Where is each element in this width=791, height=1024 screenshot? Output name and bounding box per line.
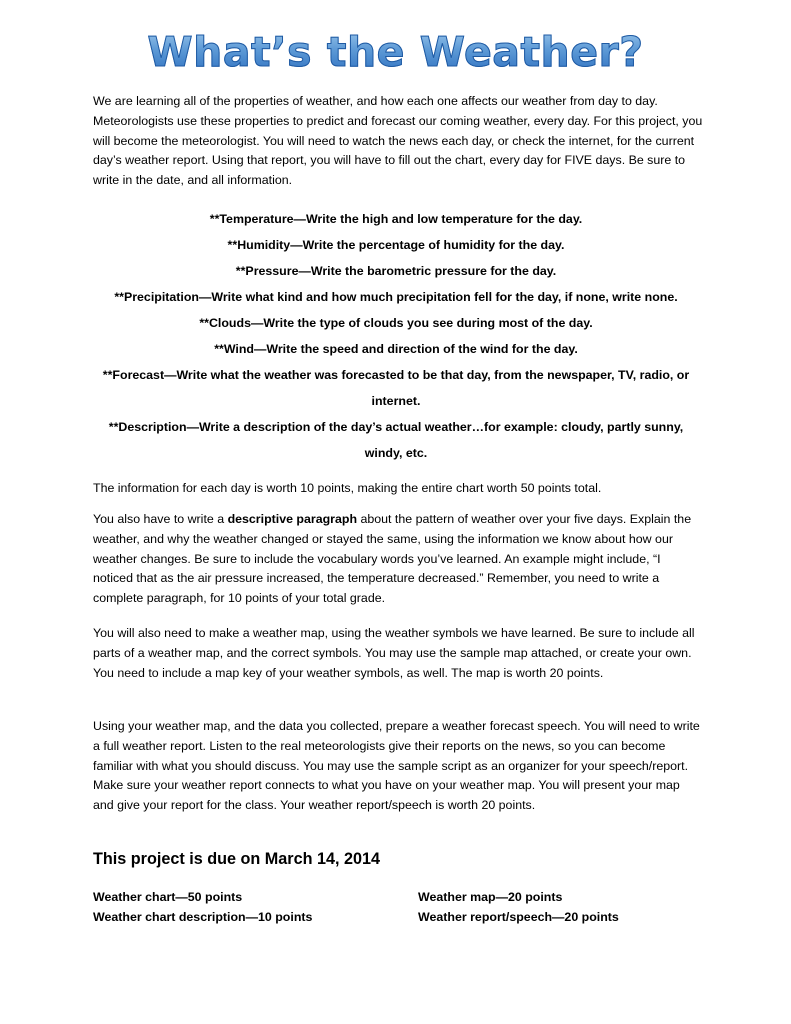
page-title: What’s the Weather?	[147, 28, 644, 76]
speech-paragraph: Using your weather map, and the data you collected, prepare a weather forecast speech. You will need to write a full weather report. Listen to the real meteorologists give their reports on the news, so you can become familiar with what you should discuss. You may use the sample script as an organizer for your speech/report. Make sure your weather report connects to what you have on your weather map. You will present your map and give your report for the class. Your weather report/speech is worth 20 points.	[93, 719, 700, 813]
property-item-pressure: **Pressure—Write the barometric pressure for the day.	[235, 264, 557, 278]
property-item-clouds: **Clouds—Write the type of clouds you see during most of the day.	[199, 316, 593, 330]
property-item-wind: **Wind—Write the speed and direction of the wind for the day.	[214, 342, 578, 356]
grade-item-map: Weather map—20 points	[418, 890, 563, 904]
map-paragraph: You will also need to make a weather map, using the weather symbols we have learned. Be sure to include all parts of a weather map, and the correct symbols. You may use the sample map attached, or create your own. You need to include a map key of your weather symbols, as well. The map is worth 20 points.	[93, 626, 695, 680]
grading-column-right	[418, 887, 619, 927]
desc-text-after: about the pattern of weather over your five days. Explain the weather, and why the weather changed or stayed the same, using the information we know about how our weather changes. Be sure to include the vocabulary words you’ve learned. An example might include, “I noticed that as the air pressure increased, the temperature decreased.” Remember, you need to write a complete paragraph, for 10 points of your total grade.	[93, 512, 692, 606]
grade-item-speech: Weather report/speech—20 points	[418, 910, 619, 924]
property-item-temperature: **Temperature—Write the high and low temperature for the day.	[209, 212, 583, 226]
points-paragraph: The information for each day is worth 10 points, making the entire chart worth 50 points total.	[93, 481, 602, 495]
descriptive-paragraph-instructions	[93, 510, 703, 609]
property-item-description: **Description—Write a description of the day’s actual weather…for example: cloudy, partly sunny, windy, etc.	[108, 420, 684, 460]
property-item-precipitation: **Precipitation—Write what kind and how much precipitation fell for the day, if none, write none.	[114, 290, 678, 304]
due-date-heading: This project is due on March 14, 2014	[93, 850, 380, 868]
property-list	[80, 206, 712, 466]
property-item-forecast: **Forecast—Write what the weather was forecasted to be that day, from the newspaper, TV, radio, or internet.	[102, 368, 690, 408]
desc-bold-term: descriptive paragraph	[227, 512, 358, 526]
title-container	[0, 28, 791, 76]
property-item-humidity: **Humidity—Write the percentage of humidity for the day.	[227, 238, 565, 252]
grade-item-chart-description: Weather chart description—10 points	[93, 910, 313, 924]
desc-text-before: You also have to write a	[93, 512, 228, 526]
intro-paragraph: We are learning all of the properties of weather, and how each one affects our weather from day to day. Meteorologists use these properties to predict and forecast our coming weather, every day. For this project, you will become the meteorologist. You will need to watch the news each day, or check the internet, for the current day’s weather report. Using that report, you will have to fill out the chart, every day for FIVE days. Be sure to write in the date, and all information.	[93, 94, 703, 188]
grading-column-left	[93, 887, 312, 927]
grade-item-chart: Weather chart—50 points	[93, 890, 243, 904]
